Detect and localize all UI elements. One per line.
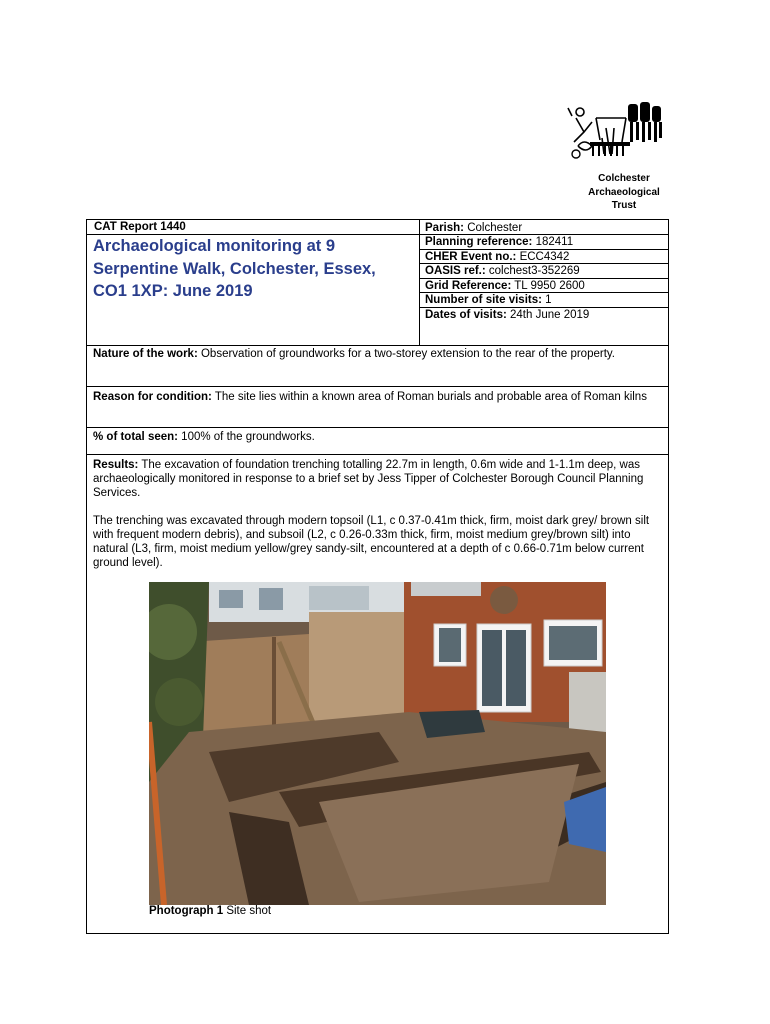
site-photograph [149,582,606,905]
photo-caption [149,905,271,917]
oasis-value: colchest3-352269 [485,265,580,277]
column-divider [419,219,420,345]
visits-field [425,293,552,307]
seen-text: 100% of the groundworks. [177,431,315,443]
parish-label: Parish: [425,222,464,234]
row-divider [86,427,669,428]
parish-value: Colchester [464,222,523,234]
nature-text: Observation of groundworks for a two-storey extension to the rear of the property. [197,348,615,360]
grid-value: TL 9950 2600 [511,280,585,292]
grid-field [425,279,585,293]
trust-logo [566,98,666,160]
trust-name-line: Trust [611,200,637,211]
dates-label: Dates of visits: [425,309,507,321]
trust-name [562,172,686,213]
cher-label: CHER Event no.: [425,251,517,263]
report-title-line: CO1 1XP: June 2019 [93,282,253,300]
row-divider [86,386,669,387]
trust-name-line: Archaeological [588,186,660,198]
planning-value: 182411 [532,236,574,248]
nature-of-work [93,347,653,361]
visits-value: 1 [541,294,552,306]
trust-name-line: Colchester [598,173,650,184]
nature-label: Nature of the work: [93,348,198,360]
cher-field [425,250,569,264]
report-title [93,235,413,303]
cat-report-number: CAT Report 1440 [94,221,186,233]
row-divider [86,454,669,455]
report-title-line: Archaeological monitoring at 9 [93,237,336,255]
cher-value: ECC4342 [516,251,570,263]
planning-label: Planning reference: [425,236,533,248]
grid-label: Grid Reference: [425,280,512,292]
oasis-label: OASIS ref.: [425,265,486,277]
oasis-field [425,264,580,278]
results-label: Results: [93,459,139,471]
dates-field [425,308,589,322]
report-title-line: Serpentine Walk, Colchester, Essex, [93,259,376,278]
trenching-paragraph: The trenching was excavated through modern topsoil (L1, c 0.37-0.41m thick, firm, moist dark grey/ brown silt with frequent modern debris), and subsoil (L2, c 0.26-0.33m thick, firm, moist medium grey/brown silt) into natural (L3, firm, moist medium yellow/grey sandy-silt, encountered at a depth of c 0.66-0.71m below current ground level). [93,515,650,569]
row-divider [86,345,669,346]
planning-field [425,235,573,249]
seen-label: % of total seen: [93,431,178,443]
percent-seen [93,430,653,444]
reason-text: The site lies within a known area of Roman burials and probable area of Roman kilns [211,391,647,403]
dates-value: 24th June 2019 [506,309,590,321]
visits-label: Number of site visits: [425,294,542,306]
parish-field [425,221,522,235]
reason-for-condition [93,390,653,404]
results [93,458,653,500]
caption-text: Site shot [223,905,272,917]
caption-label: Photograph 1 [149,905,224,917]
reason-label: Reason for condition: [93,391,212,403]
results-text: The excavation of foundation trenching totalling 22.7m in length, 0.6m wide and 1-1.1m deep, was archaeologically monitored in response to a brief set by Jess Tipper of Colchester Borough Council Planning Services. [93,459,644,499]
